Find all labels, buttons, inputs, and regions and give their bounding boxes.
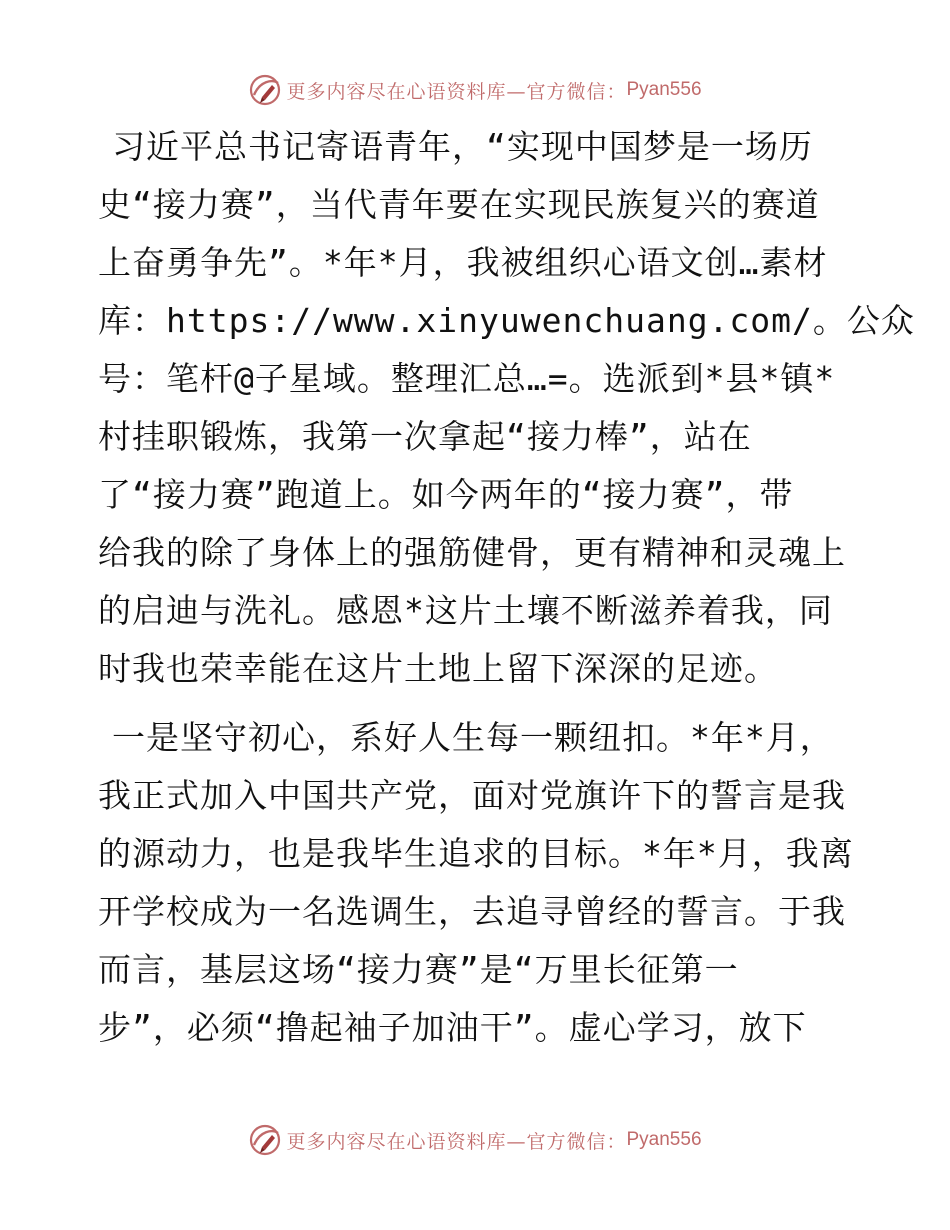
- watermark-text: 更多内容尽在心语资料库—官方微信：: [286, 1130, 627, 1153]
- text-line: 史“接力赛”，当代青年要在实现民族复兴的赛道: [98, 185, 820, 224]
- text-line: 一是坚守初心，系好人生每一颗纽扣。*年*月，: [112, 718, 834, 757]
- text-line: 的启迪与洗礼。感恩*这片土壤不断滋养着我，同: [98, 591, 833, 630]
- text-line: 了“接力赛”跑道上。如今两年的“接力赛”，带: [98, 475, 794, 514]
- text-line: 我正式加入中国共产党，面对党旗许下的誓言是我: [98, 776, 846, 815]
- text-line: 而言，基层这场“接力赛”是“万里长征第一: [98, 950, 739, 989]
- text-line: 习近平总书记寄语青年，“实现中国梦是一场历: [112, 127, 813, 166]
- document-body: [98, 118, 915, 1068]
- pen-logo-icon: [248, 73, 282, 107]
- footer-watermark: [0, 1120, 950, 1160]
- watermark-wechat-id: Pyan556: [626, 79, 702, 100]
- text-line: 库：https://www.xinyuwenchuang.com/。公众: [98, 301, 915, 340]
- paragraph-1: [98, 118, 915, 698]
- watermark-text: 更多内容尽在心语资料库—官方微信：: [286, 80, 627, 103]
- paragraph-2: [98, 709, 858, 1057]
- pen-logo-icon: [248, 1123, 282, 1157]
- text-line: 给我的除了身体上的强筋健骨，更有精神和灵魂上: [98, 533, 846, 572]
- text-line: 时我也荣幸能在这片土地上留下深深的足迹。: [98, 649, 778, 688]
- text-line: 步”，必须“撸起袖子加油干”。虚心学习，放下: [98, 1008, 807, 1047]
- text-line: 的源动力，也是我毕生追求的目标。*年*月，我离: [98, 834, 854, 873]
- header-watermark: [0, 70, 950, 110]
- text-line: 村挂职锻炼，我第一次拿起“接力棒”，站在: [98, 417, 752, 456]
- watermark-wechat-id: Pyan556: [626, 1129, 702, 1150]
- text-line: 开学校成为一名选调生，去追寻曾经的誓言。于我: [98, 892, 846, 931]
- text-line: 号：笔杆@子星域。整理汇总…=。选派到*县*镇*: [98, 359, 836, 398]
- text-line: 上奋勇争先”。*年*月，我被组织心语文创…素材: [98, 243, 828, 282]
